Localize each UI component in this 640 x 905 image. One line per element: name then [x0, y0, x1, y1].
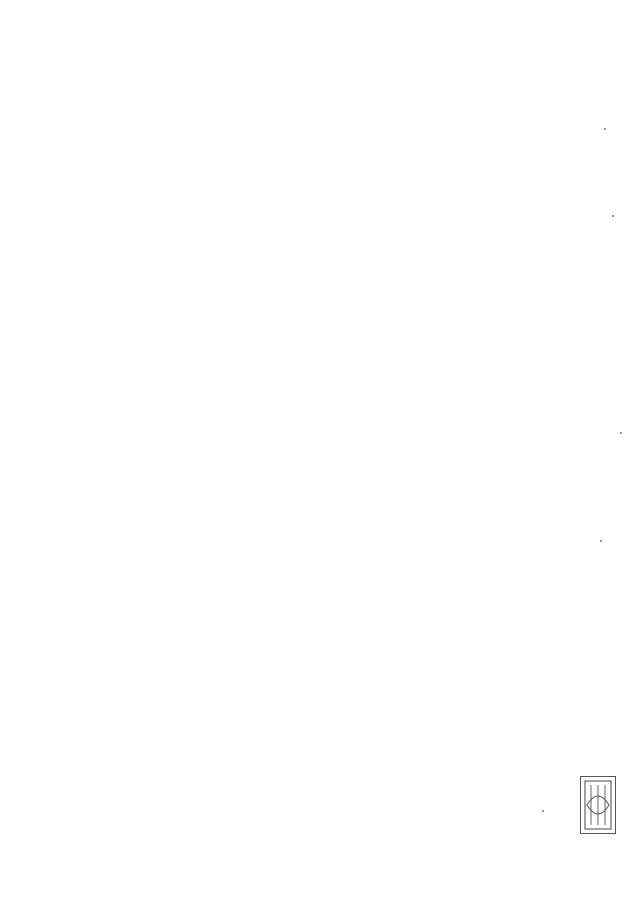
notary-logo-icon — [580, 776, 616, 834]
